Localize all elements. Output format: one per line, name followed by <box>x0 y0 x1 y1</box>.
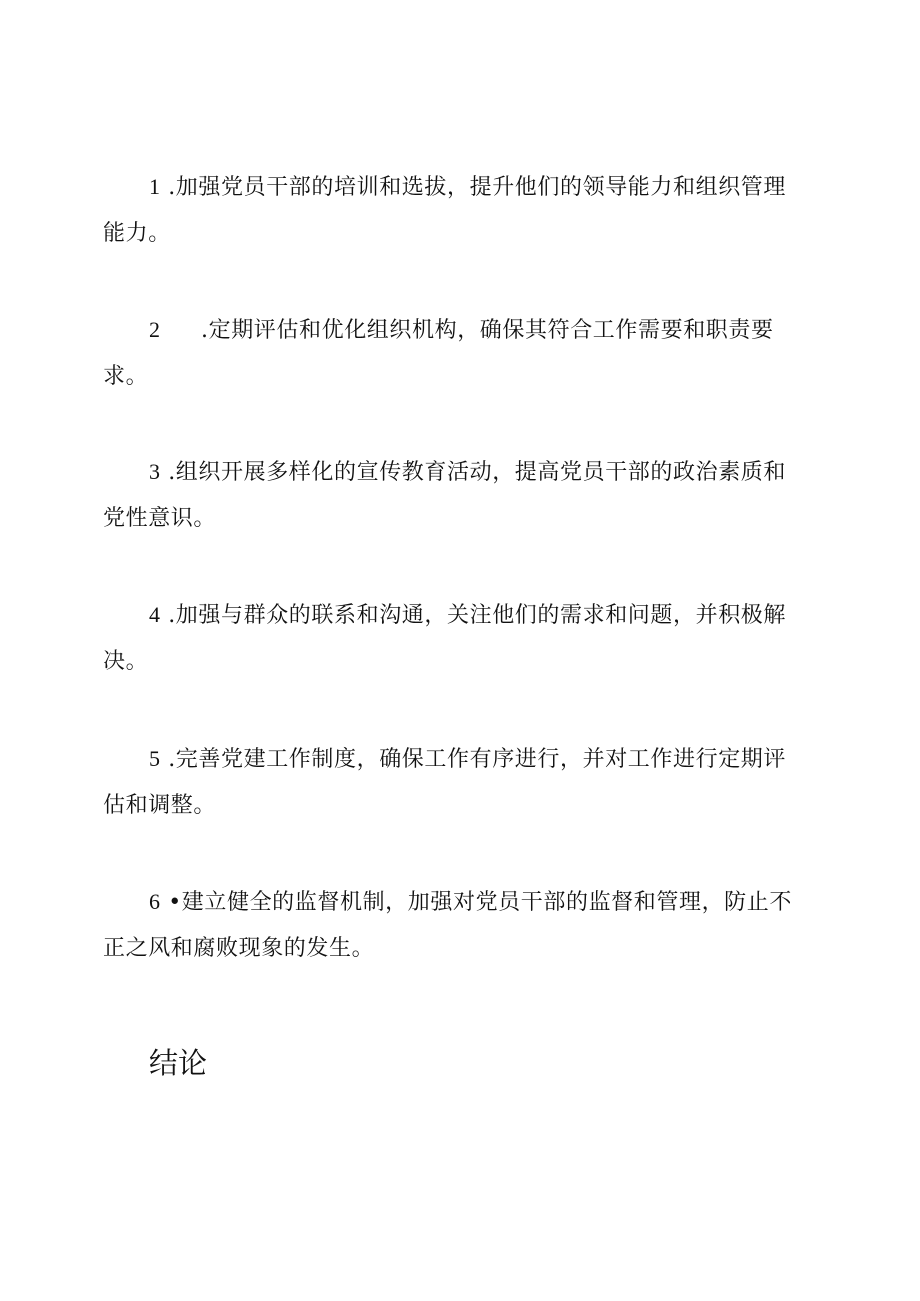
list-item-separator: . <box>201 318 209 343</box>
conclusion-heading: 结论 <box>149 1046 208 1080</box>
list-item-text: 组织开展多样化的宣传教育活动，提高党员干部的政治素质和 <box>175 460 786 485</box>
list-item <box>103 164 828 257</box>
list-item-number: 6 <box>149 889 161 914</box>
list-item-first-line <box>103 164 828 211</box>
list-item <box>103 449 828 542</box>
list-item-first-line <box>103 736 828 783</box>
list-item <box>103 879 828 972</box>
list-item-separator: . <box>168 747 176 772</box>
list-item-number: 3 <box>149 459 161 484</box>
list-item <box>103 307 828 400</box>
list-item-separator: • <box>168 890 182 915</box>
list-item-separator: . <box>168 175 176 200</box>
list-item-text: 完善党建工作制度，确保工作有序进行，并对工作进行定期评 <box>175 747 786 772</box>
list-item <box>103 592 828 685</box>
list-item <box>103 736 828 829</box>
list-item-first-line <box>103 307 828 354</box>
list-item-separator: . <box>168 603 176 628</box>
list-item-separator: . <box>168 460 176 485</box>
list-item-first-line <box>103 879 828 926</box>
list-item-continuation: 估和调整。 <box>103 793 217 818</box>
list-item-text: 加强党员干部的培训和选拔，提升他们的领导能力和组织管理 <box>175 175 786 200</box>
list-item-text: 加强与群众的联系和沟通，关注他们的需求和问题，并积极解 <box>175 603 786 628</box>
list-item-number: 5 <box>149 746 161 771</box>
list-item-continuation: 能力。 <box>103 221 171 246</box>
list-item-first-line <box>103 449 828 496</box>
list-item-number: 1 <box>149 174 161 199</box>
list-item-continuation: 求。 <box>103 364 149 389</box>
list-item-continuation: 党性意识。 <box>103 506 217 531</box>
list-item-continuation: 正之风和腐败现象的发生。 <box>103 936 375 961</box>
list-item-number: 4 <box>149 602 161 627</box>
list-item-first-line <box>103 592 828 639</box>
list-item-text: 建立健全的监督机制，加强对党员干部的监督和管理，防止不 <box>181 890 792 915</box>
list-item-number: 2 <box>149 317 161 342</box>
list-item-text: 定期评估和优化组织机构，确保其符合工作需要和职责要 <box>208 318 774 343</box>
list-item-continuation: 决。 <box>103 649 149 674</box>
